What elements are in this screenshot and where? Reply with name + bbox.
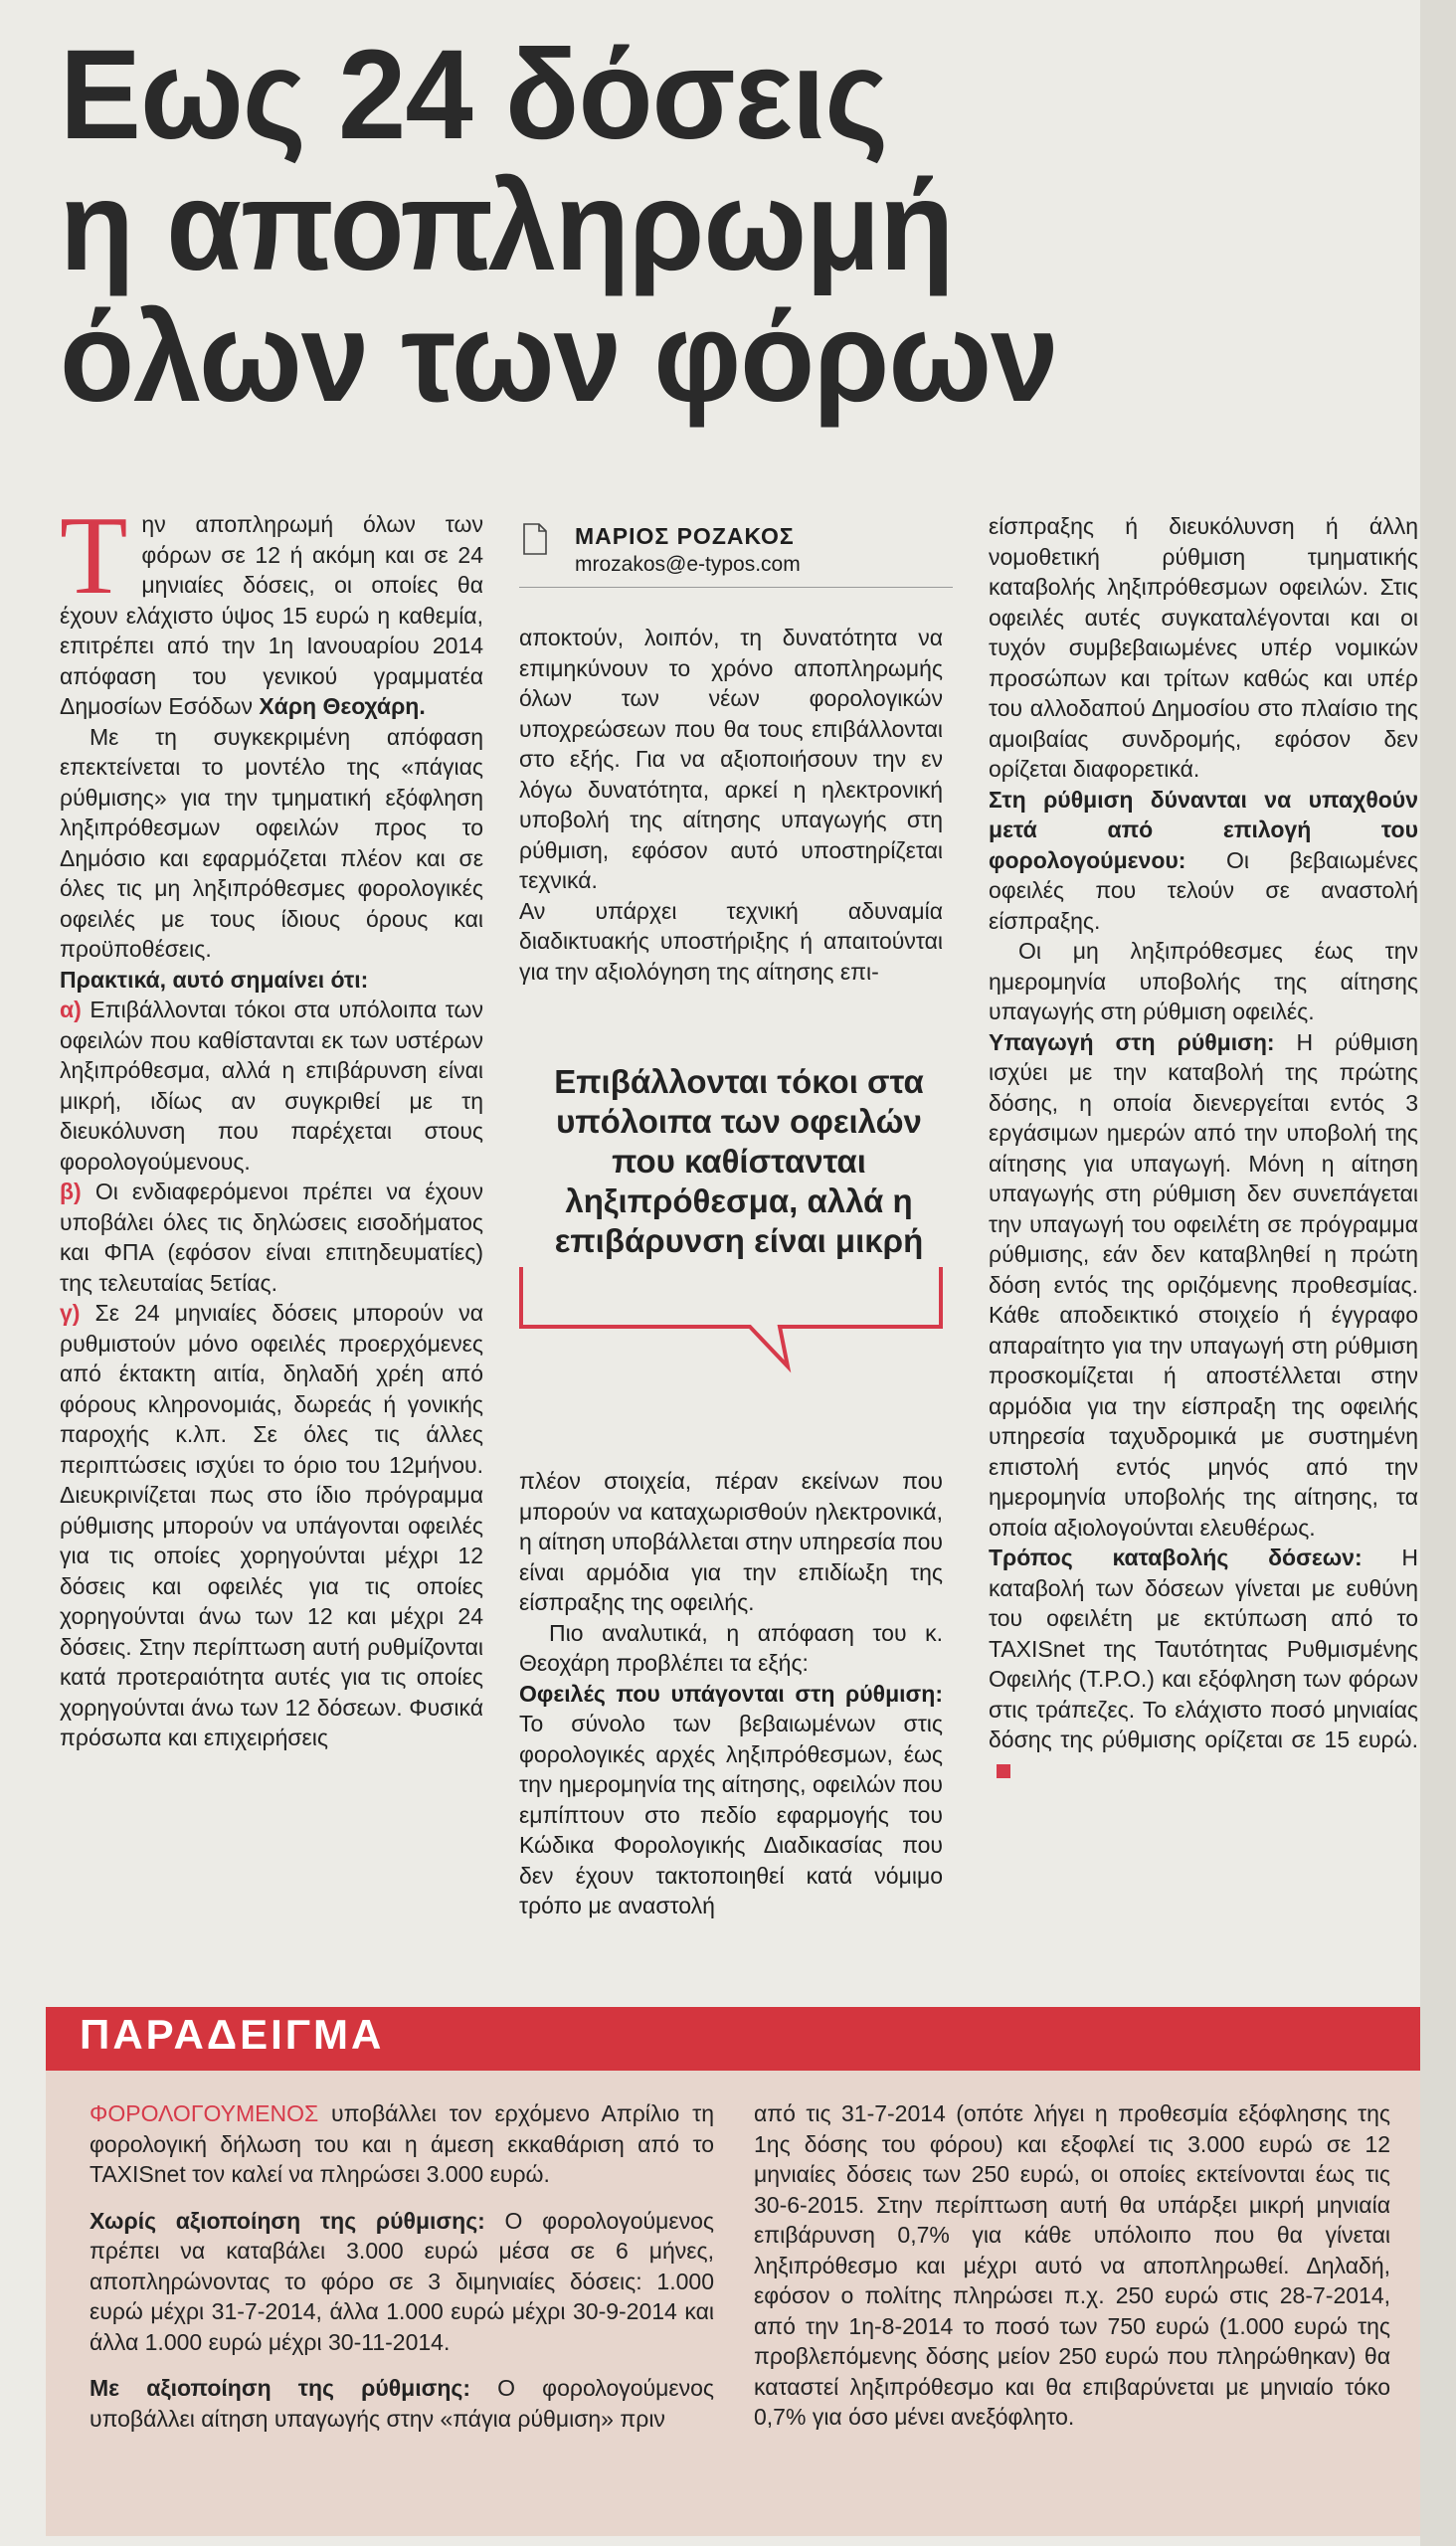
author-email[interactable]: mrozakos@e-typos.com xyxy=(575,553,801,576)
pull-quote xyxy=(519,1050,943,1388)
example-column-2 xyxy=(754,2098,1390,2449)
paragraph: Με αξιοποίηση της ρύθμισης: Ο φορολογούμενος υποβάλλει αίτηση υπαγωγής στην «πάγια ρύθμιση» πριν xyxy=(90,2375,714,2432)
list-item-b: β) Οι ενδιαφερόμενοι πρέπει να έχουν υποβάλει όλες τις δηλώσεις εισοδήματος και ΦΠΑ (εφόσον είναι επιτηδευματίες) της τελευταίας 5ετίας. xyxy=(60,1179,483,1296)
intro-paragraph: ην αποπληρωμή όλων των φόρων σε 12 ή ακόμη και σε 24 μηνιαίες δόσεις, οι οποίες θα έχουν ελάχιστο ύψος 15 ευρώ η καθεμία, επιτρέπει από την 1η Ιανουαρίου 2014 απόφαση του γενικού γραμματέα Δημοσίων Εσόδων Χάρη Θεοχάρη. xyxy=(60,511,483,719)
list-item-c: γ) Σε 24 μηνιαίες δόσεις μπορούν να ρυθμιστούν μόνο οφειλές προερχόμενες από έκτακτη αιτία, δηλαδή χρέη από φόρους κληρονομιάς, δωρεάς ή γονικής παροχής κ.λπ. Σε όλες τις άλλες περιπτώσεις ισχύει το όριο του 12μήνου. Διευκρινίζεται πως στο ίδιο πρόγραμμα ρύθμισης μπορούν να υπάγονται οφειλές για τις οποίες χορηγούνται μέχρι 12 δόσεις και οφειλές για τις οποίες χορηγούνται άνω των 12 και μέχρι 24 δόσεις. Στην περίπτωση αυτή ρυθμίζονται κατά προτεραιότητα αυτές για τις οποίες χορηγούνται άνω των 12 δόσεων. Φυσικά πρόσωπα και επιχειρήσεις xyxy=(60,1300,483,1750)
paragraph: ΦΟΡΟΛΟΓΟΥΜΕΝΟΣ υποβάλλει τον ερχόμενο Απρίλιο τη φορολογική δήλωση του και η άμεση εκκαθάριση από το TAXISnet τον καλεί να πληρώσει 3.000 ευρώ. xyxy=(90,2100,714,2187)
paragraph: Αν υπάρχει τεχνική αδυναμία διαδικτυακής υποστήριξης ή απαιτούνται για την αξιολόγηση της αίτησης επι- xyxy=(519,897,943,985)
paragraph: Πιο αναλυτικά, η απόφαση του κ. Θεοχάρη προβλέπει τα εξής: xyxy=(519,1619,943,1676)
headline-line-1: Εως 24 δόσεις xyxy=(60,24,888,166)
adjacent-page-edge xyxy=(1420,0,1456,2546)
author-name: ΜΑΡΙΟΣ ΡΟΖΑΚΟΣ xyxy=(575,523,795,549)
headline-line-2: η αποπληρωμή xyxy=(60,155,954,297)
paragraph: πλέον στοιχεία, πέραν εκείνων που μπορούν να καταχωρισθούν ηλεκτρονικά, η αίτηση υποβάλλεται στην υπηρεσία που είναι αρμόδια για την επιδίωξη της είσπραξης της οφειλής. xyxy=(519,1468,943,1615)
paragraph: Οι μη ληξιπρόθεσμες έως την ημερομηνία υποβολής της αίτησης υπαγωγής στη ρύθμιση οφειλές. xyxy=(989,938,1418,1024)
article-column-2-bottom xyxy=(519,1466,943,1921)
paragraph: από τις 31-7-2014 (οπότε λήγει η προθεσμία εξόφλησης της 1ης δόσης του φόρου) και εξοφλεί τις 3.000 ευρώ σε 12 μηνιαίες δόσεις των 250 ευρώ, οι οποίες εκτείνονται έως τις 30-6-2015. Στην περίπτωση αυτή θα υπάρξει μικρή μηνιαία επιβάρυνση 0,7% για κάθε υπόλοιπο που θα γίνεται ληξιπρόθεσμο και μέχρι αυτό να αποπληρωθεί. Δηλαδή, εφόσον ο πολίτης πληρώσει π.χ. 250 ευρώ στις 28-7-2014, από την 1η-8-2014 το ποσό των 750 ευρώ (1.000 ευρώ της προβλεπόμενης δόσης μείον 250 ευρώ που πληρώθηκαν) θα καταστεί ληξιπρόθεσμο και θα επιβαρύνεται με μηνιαίο τόκο 0,7% για όσο μένει ανεξόφλητο. xyxy=(754,2100,1390,2430)
paragraph: αποκτούν, λοιπόν, τη δυνατότητα να επιμηκύνουν το χρόνο αποπληρωμής όλων των νέων φορολογικών υποχρεώσεων που θα τους επιβάλλονται στο εξής. Για να αξιοποιήσουν την εν λόγω δυνατότητα, αρκεί η ηλεκτρονική υποβολή της αίτησης υπαγωγής στη ρύθμιση, εφόσον αυτό υποστηρίζεται τεχνικά. xyxy=(519,625,943,893)
subheading: Πρακτικά, αυτό σημαίνει ότι: xyxy=(60,966,369,993)
example-column-1 xyxy=(90,2098,714,2450)
example-box xyxy=(46,2007,1420,2536)
headline xyxy=(60,24,1359,429)
drop-cap: Τ xyxy=(60,494,128,618)
article-column-1 xyxy=(60,494,483,1753)
pull-quote-text: Επιβάλλονται τόκοι στα υπόλοιπα των οφειλών που καθίστανται ληξιπρόθεσμα, αλλά η επιβάρυνση είναι μικρή xyxy=(554,1063,924,1259)
paragraph: Υπαγωγή στη ρύθμιση: Η ρύθμιση ισχύει με την καταβολή της πρώτης δόσης, η οποία διενεργείται εντός 3 εργάσιμων ημερών από την υποβολή της αίτησης για υπαγωγή. Μόνη η αίτηση υπαγωγής στη ρύθμιση δεν συνεπάγεται την υπαγωγή του οφειλέτη σε πρόγραμμα ρύθμισης, εάν δεν καταβληθεί η πρώτη δόση εντός της οριζόμενης προθεσμίας. Κάθε αποδεικτικό στοιχείο ή έγγραφο απαραίτητο για την υπαγωγή στη ρύθμιση προσκομίζεται ή αποστέλλεται στην αρμόδια για την είσπραξη της οφειλής υπηρεσία ταχυδρομικά με συστημένη επιστολή εντός μηνός από την ημερομηνία υποβολής της αίτησης, τα οποία αξιολογούνται ελευθέρως. xyxy=(989,1028,1418,1541)
article-column-2-top xyxy=(519,623,943,987)
byline xyxy=(519,517,953,588)
document-icon xyxy=(523,523,547,555)
example-header: ΠΑΡΑΔΕΙΓΜΑ xyxy=(80,2011,385,2058)
paragraph: Οφειλές που υπάγονται στη ρύθμιση: Το σύνολο των βεβαιωμένων στις φορολογικές αρχές ληξιπρόθεσμων, έως την ημερομηνία της αίτησης, οφειλών που εμπίπτουν στο πεδίο εφαρμογής του Κώδικα Φορολογικής Διαδικασίας που δεν έχουν τακτοποιηθεί κατά νόμιμο τρόπο με αναστολή xyxy=(519,1680,943,1918)
paragraph: Τρόπος καταβολής δόσεων: Η καταβολή των δόσεων γίνεται με ευθύνη του οφειλέτη με εκτύπωση από το TAXISnet της Ταυτότητας Ρυθμισμένης Οφειλής (Τ.Ρ.Ο.) και εξόφληση των φόρων στις τράπεζες. Το ελάχιστο ποσό μηνιαίας δόσης της ρύθμισης ορίζεται σε 15 ευρώ. xyxy=(989,1543,1418,1785)
paragraph: Χωρίς αξιοποίηση της ρύθμισης: Ο φορολογούμενος πρέπει να καταβάλει 3.000 ευρώ μέσα σε 6 μήνες, αποπληρώνοντας το φόρο σε 3 διμηνιαίες δόσεις: 1.000 ευρώ μέχρι 31-7-2014, άλλα 1.000 ευρώ μέχρι 30-9-2014 και άλλα 1.000 ευρώ μέχρι 30-11-2014. xyxy=(90,2207,714,2355)
example-header-bar xyxy=(46,2007,1420,2071)
end-mark-icon xyxy=(997,1764,1010,1778)
list-item-a: α) Επιβάλλονται τόκοι στα υπόλοιπα των οφειλών που καθίστανται εκ των υστέρων ληξιπρόθεσμα, αλλά η επιβάρυνση είναι μικρή, ιδίως αν συγκριθεί με τη διευκόλυνση που παρέχεται στους φορολογούμενους. xyxy=(60,997,483,1175)
headline-line-3: όλων των φόρων xyxy=(60,286,1058,429)
official-name: Χάρη Θεοχάρη. xyxy=(259,693,426,719)
paragraph: Στη ρύθμιση δύνανται να υπαχθούν μετά από επιλογή του φορολογούμενου: Οι βεβαιωμένες οφειλές που τελούν σε αναστολή είσπραξης. xyxy=(989,786,1418,934)
article-column-3 xyxy=(989,511,1418,1785)
paragraph: Με τη συγκεκριμένη απόφαση επεκτείνεται το μοντέλο της «πάγιας ρύθμισης» για την τμηματική εξόφληση ληξιπρόθεσμων οφειλών προς το Δημόσιο και εφαρμόζεται πλέον και σε όλες τις μη ληξιπρόθεσμες φορολογικές οφειλές με τους ίδιους όρους και προϋποθέσεις. xyxy=(60,723,483,962)
paragraph: είσπραξης ή διευκόλυνση ή άλλη νομοθετική ρύθμιση τμηματικής καταβολής ληξιπρόθεσμων οφειλών. Στις οφειλές αυτές συγκαταλέγονται και οι τυχόν συμβεβαιωμένες υπέρ νομικών προσώπων και τρίτων καθώς και υπέρ του αλλοδαπού Δημοσίου στο πλαίσιο της αμοιβαίας συνδρομής, εφόσον δεν ορίζεται διαφορετικά. xyxy=(989,513,1418,782)
